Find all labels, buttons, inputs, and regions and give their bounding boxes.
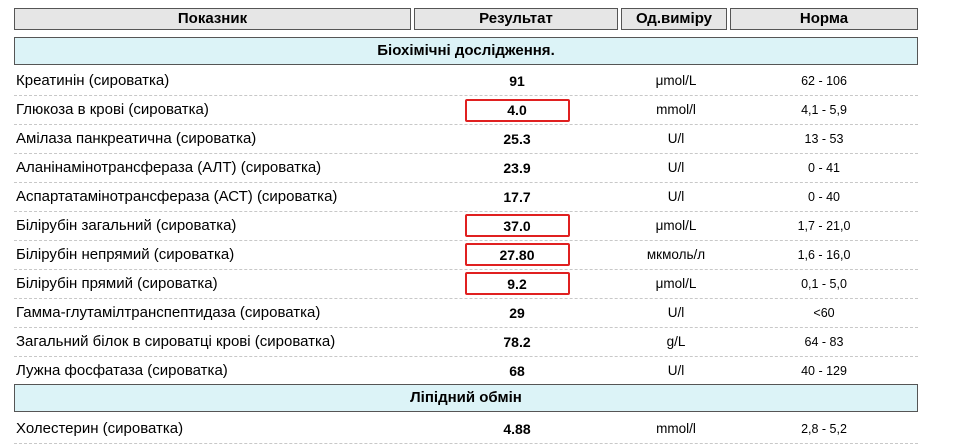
test-result: 91 [509,73,525,89]
test-unit: мкмоль/л [646,247,706,262]
test-name: Гамма-глутамілтранспептидаза (сироватка) [16,304,321,321]
test-name: Аспартатамінотрансфераза (АСТ) (сироватка) [16,188,338,205]
test-name: Лужна фосфатаза (сироватка) [16,362,228,379]
test-name: Холестерин (сироватка) [16,420,184,437]
test-norm: 13 - 53 [804,132,844,146]
test-result: 23.9 [503,160,531,176]
test-result: 37.0 [503,218,531,234]
test-result: 17.7 [503,189,531,205]
test-result: 29 [509,305,525,321]
test-result: 27.80 [499,247,535,263]
test-unit: g/L [666,334,686,349]
test-name: Креатинін (сироватка) [16,72,170,89]
test-unit: U/l [667,305,685,320]
test-norm: 1,6 - 16,0 [797,248,851,262]
header-unit: Од.виміру [621,8,727,30]
table-row [14,415,918,444]
table-row [14,67,918,96]
test-result: 9.2 [507,276,527,292]
table-row [14,299,918,328]
test-norm: 64 - 83 [804,335,844,349]
test-unit: U/l [667,131,685,146]
table-row [14,96,918,125]
test-norm: 2,8 - 5,2 [801,422,847,436]
test-result: 4.88 [503,421,531,437]
section-header-lipid: Ліпідний обмін [14,384,918,412]
test-norm: 0,1 - 5,0 [801,277,847,291]
test-name: Загальний білок в сироватці крові (сироватка) [16,333,336,350]
test-norm: 1,7 - 21,0 [797,219,851,233]
test-norm: 4,1 - 5,9 [801,103,847,117]
test-unit: mmol/l [656,102,696,117]
table-row [14,125,918,154]
test-norm: 40 - 129 [801,364,847,378]
test-result: 68 [509,363,525,379]
test-unit: mmol/l [656,421,696,436]
test-unit: μmol/L [655,276,697,291]
test-unit: U/l [667,160,685,175]
section-header-biochemistry: Біохімічні дослідження. [14,37,918,65]
test-name: Білірубін непрямий (сироватка) [16,246,235,263]
test-unit: μmol/L [655,218,697,233]
test-name: Глюкоза в крові (сироватка) [16,101,209,118]
table-row [14,154,918,183]
table-row [14,212,918,241]
test-result: 4.0 [507,102,527,118]
test-result: 25.3 [503,131,531,147]
header-norm: Норма [730,8,918,30]
test-name: Білірубін загальний (сироватка) [16,217,237,234]
test-norm: 62 - 106 [801,74,847,88]
test-result: 78.2 [503,334,531,350]
table-row [14,183,918,212]
test-name: Білірубін прямий (сироватка) [16,275,218,292]
header-indicator: Показник [14,8,411,30]
test-norm: <60 [813,306,835,320]
test-norm: 0 - 40 [808,190,840,204]
test-unit: U/l [667,363,685,378]
header-result: Результат [414,8,618,30]
table-row [14,270,918,299]
table-row [14,328,918,357]
test-norm: 0 - 41 [808,161,840,175]
test-name: Аланінамінотрансфераза (АЛТ) (сироватка) [16,159,322,176]
table-row [14,241,918,270]
test-unit: μmol/L [655,73,697,88]
table-row [14,357,918,386]
test-name: Амілаза панкреатична (сироватка) [16,130,257,147]
test-unit: U/l [667,189,685,204]
